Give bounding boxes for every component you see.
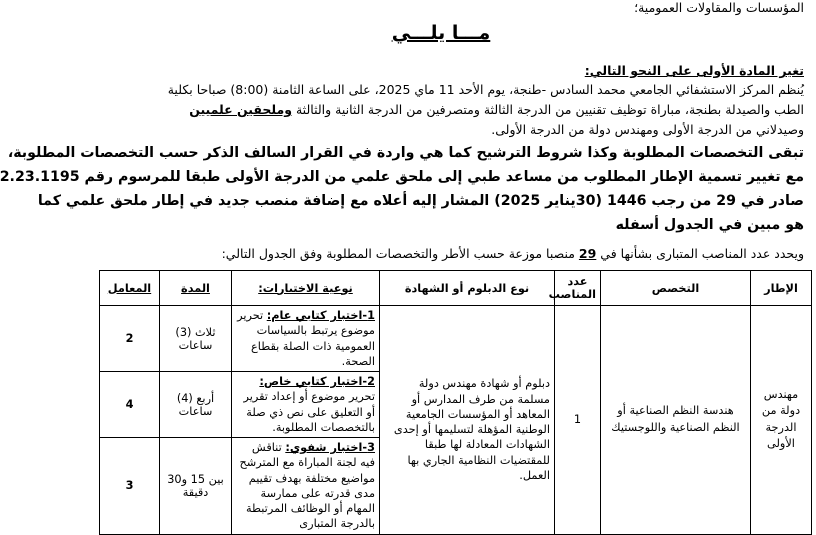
header-diploma: نوع الدبلوم أو الشهادة bbox=[380, 271, 555, 306]
para2-line2: مع تغيير تسمية الإطار المطلوب من مساعد طبي إلى ملحق علمي من الدرجة الأولى طبقا للمرسوم رقم 2.23.1195 bbox=[0, 169, 804, 185]
coef-cell: 2 bbox=[100, 306, 160, 372]
cadre-cell: مهندس دولة من الدرجة الأولى bbox=[751, 306, 812, 535]
para1-line1: يُنظم المركز الاستشفائي الجامعي محمد السادس -طنجة، يوم الأحد 11 ماي 2025، على الساعة الثامنة (8:00) صباحا بكلية bbox=[167, 82, 804, 97]
header-count: عدد المناصب bbox=[555, 271, 601, 306]
positions-table bbox=[99, 270, 812, 535]
para2-line3: صادر في 29 من رجب 1446 (30يناير 2025) المشار إليه أعلاه مع إضافة منصب جديد في إطار ملحق علمي كما bbox=[37, 193, 804, 209]
table-header-row bbox=[100, 271, 812, 306]
para2-line1: تبقى التخصصات المطلوبة وكذا شروط الترشيح كما هي واردة في القرار السالف الذكر حسب التخصصات المطلوبة، bbox=[7, 145, 804, 161]
diploma-cell: دبلوم أو شهادة مهندس دولة مسلمة من طرف المدارس أو المعاهد أو المؤسسات الجامعية الوطنية المؤهلة لتسليمها أو إحدى الشهادات المعادلة لها طبقا للمقتضيات النظامية الجاري بها العمل. bbox=[380, 306, 555, 535]
emphasis-scientific-attaches: وملحقين علميين bbox=[189, 102, 292, 117]
exam-cell: 3-اختبار شفوي: تناقش فيه لجنة المباراة مع المترشح مواضيع مختلفة بهدف تقييم مدى قدرته على ممارسة المهام أو الوظائف المرتبطة بالدرجة المتبارى bbox=[232, 438, 380, 535]
count-cell: 1 bbox=[555, 306, 601, 535]
header-duration: المدة bbox=[160, 271, 232, 306]
duration-cell: أربع (4) ساعات bbox=[160, 372, 232, 438]
duration-cell: ثلاث (3) ساعات bbox=[160, 306, 232, 372]
section-heading: تغير المادة الأولى على النحو التالي: bbox=[584, 63, 804, 78]
page-title: مـــا يلـــي bbox=[391, 22, 491, 44]
header-coef: المعامل bbox=[100, 271, 160, 306]
para1-line3: وصيدلاني من الدرجة الأولى ومهندس دولة من الدرجة الأولى. bbox=[491, 122, 804, 137]
header-specialty: التخصص bbox=[601, 271, 751, 306]
coef-cell: 3 bbox=[100, 438, 160, 535]
coef-cell: 4 bbox=[100, 372, 160, 438]
header-cadre: الإطار bbox=[751, 271, 812, 306]
duration-cell: بين 15 و30 دقيقة bbox=[160, 438, 232, 535]
header-line: المؤسسات والمقاولات العمومية؛ bbox=[634, 0, 804, 15]
exam-cell: 2-اختبار كتابي خاص: تحرير موضوع أو إعداد تقرير أو التعليق على نص ذي صلة بالتخصصات المطلوبة. bbox=[232, 372, 380, 438]
para2-line4: هو مبين في الجدول أسفله bbox=[615, 217, 804, 233]
exam-cell: 1-اختبار كتابي عام: تحرير موضوع يرتبط بالسياسات العمومية ذات الصلة بقطاع الصحة. bbox=[232, 306, 380, 372]
specialty-cell: هندسة النظم الصناعية أو النظم الصناعية واللوجستيك bbox=[601, 306, 751, 535]
table-row bbox=[100, 306, 812, 372]
header-exams: نوعية الاختبارات: bbox=[232, 271, 380, 306]
para1-line2: الطب والصيدلة بطنجة، مباراة توظيف تقنيين من الدرجة الثالثة ومتصرفين من الدرجة الثانية والثالثة وملحقين علميين bbox=[189, 102, 804, 117]
para3-line: ويحدد عدد المناصب المتبارى بشأنها في 29 منصبا موزعة حسب الأطر والتخصصات المطلوبة وفق الجدول التالي: bbox=[221, 246, 804, 261]
